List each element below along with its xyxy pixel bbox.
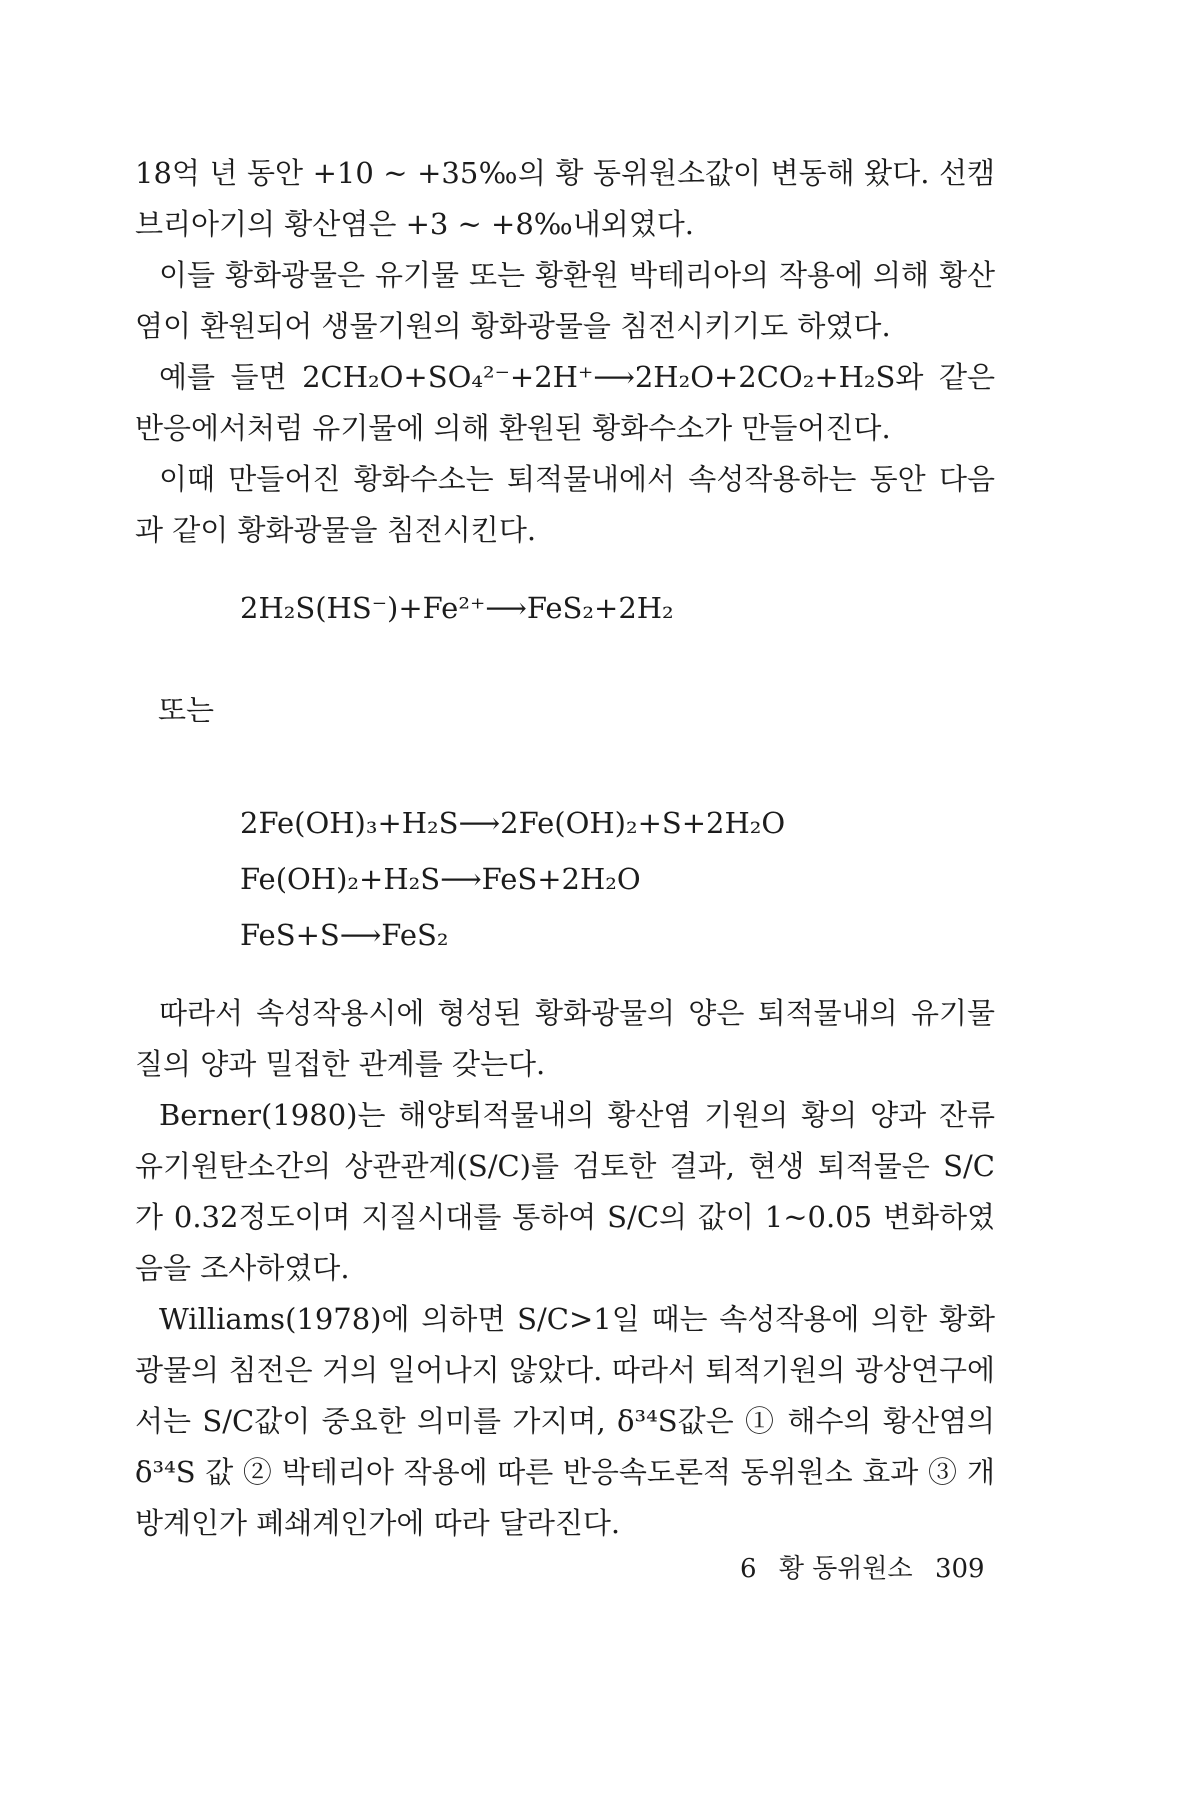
paragraph-2: 이들 황화광물은 유기물 또는 황환원 박테리아의 작용에 의해 황산염이 환원되어 생물기원의 황화광물을 침전시키기도 하였다. [135, 258, 995, 343]
equation-4: FeS+S⟶FeS₂ [240, 918, 449, 952]
paragraph-6: Berner(1980)는 해양퇴적물내의 황산염 기원의 황의 양과 잔류 유기원탄소간의 상관관계(S/C)를 검토한 결과, 현생 퇴적물은 S/C가 0.32정도이며 지질시대를 통하여 S/C의 값이 1~0.05 변화하였음을 조사하였다. [135, 1098, 995, 1285]
chapter-number: 6 [740, 1554, 757, 1584]
or-label: 또는 [158, 693, 215, 727]
body-text-upper [135, 148, 995, 556]
paragraph-1: 18억 년 동안 +10 ~ +35‰의 황 동위원소값이 변동해 왔다. 선캠브리아기의 황산염은 +3 ~ +8‰내외였다. [135, 156, 995, 241]
equation-group [240, 795, 785, 963]
equation-1: 2H₂S(HS⁻)+Fe²⁺⟶FeS₂+2H₂ [240, 591, 674, 625]
paragraph-7: Williams(1978)에 의하면 S/C>1일 때는 속성작용에 의한 황화광물의 침전은 거의 일어나지 않았다. 따라서 퇴적기원의 광상연구에서는 S/C값이 중요한 의미를 가지며, δ³⁴S값은 ① 해수의 황산염의 δ³⁴S 값 ② 박테리아 작용에 따른 반응속도론적 동위원소 효과 ③ 개방계인가 폐쇄계인가에 따라 달라진다. [135, 1302, 995, 1540]
equation-2: 2Fe(OH)₃+H₂S⟶2Fe(OH)₂+S+2H₂O [240, 806, 786, 840]
running-footer [740, 1552, 999, 1586]
equation-3: Fe(OH)₂+H₂S⟶FeS+2H₂O [240, 862, 641, 896]
section-title: 황 동위원소 [778, 1554, 913, 1584]
paragraph-4: 이때 만들어진 황화수소는 퇴적물내에서 속성작용하는 동안 다음과 같이 황화광물을 침전시킨다. [135, 462, 995, 547]
body-text-lower [135, 988, 995, 1549]
paragraph-3: 예를 들면 2CH₂O+SO₄²⁻+2H⁺⟶2H₂O+2CO₂+H₂S와 같은 반응에서처럼 유기물에 의해 환원된 황화수소가 만들어진다. [135, 360, 995, 445]
paragraph-5: 따라서 속성작용시에 형성된 황화광물의 양은 퇴적물내의 유기물질의 양과 밀접한 관계를 갖는다. [135, 996, 995, 1081]
page-number: 309 [934, 1554, 985, 1584]
